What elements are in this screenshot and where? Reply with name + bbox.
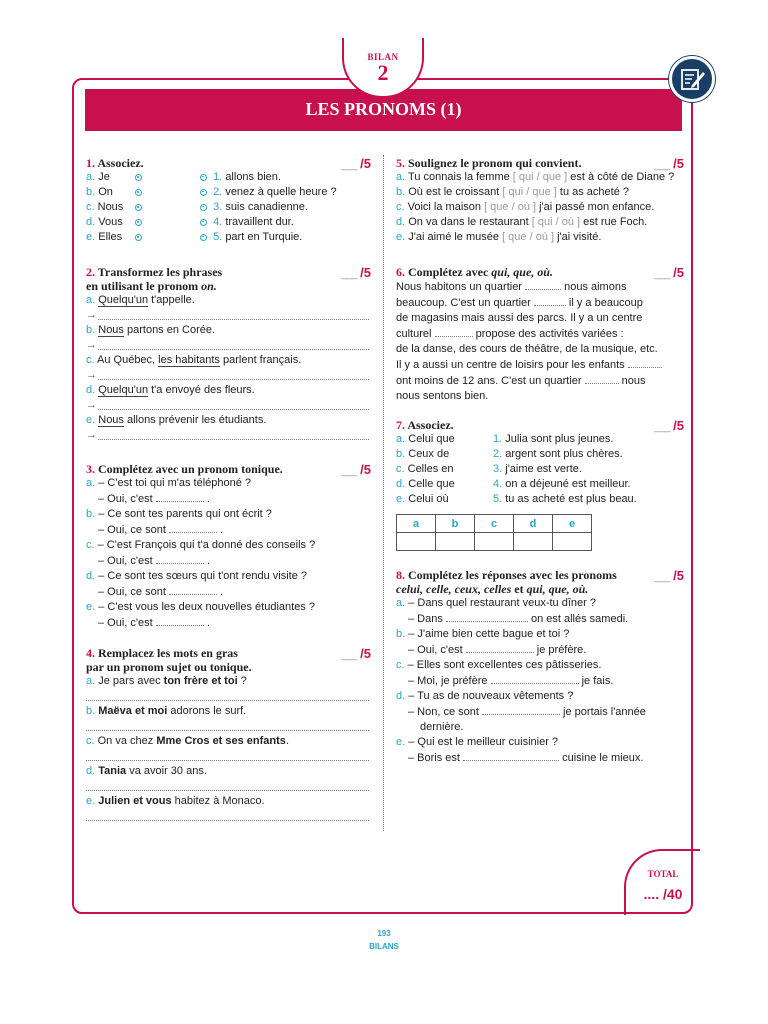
answer-blank[interactable] bbox=[169, 522, 217, 533]
match-dot[interactable] bbox=[135, 204, 142, 211]
item-text: Celles en bbox=[407, 463, 454, 475]
item-text: habitez à Monaco. bbox=[171, 795, 265, 807]
item-text: – J'aime bien cette bague et toi ? bbox=[408, 628, 570, 640]
item-text: Nous bbox=[97, 201, 124, 213]
pronoun-options[interactable]: [ qui / que ] bbox=[512, 171, 568, 183]
item-letter: 2. bbox=[493, 448, 503, 460]
ex3-question bbox=[86, 538, 373, 553]
ex6-line bbox=[396, 357, 686, 373]
item-letter: a. bbox=[86, 675, 96, 687]
ex1-right-item bbox=[200, 185, 337, 200]
ex3-score: ___ /5 bbox=[341, 462, 371, 477]
item-text: parlent français. bbox=[219, 354, 302, 366]
ex8-answer bbox=[396, 704, 686, 720]
item-text: – Dans bbox=[408, 613, 446, 625]
paragraph-text: nous bbox=[618, 375, 646, 387]
item-text: je fais. bbox=[578, 675, 614, 687]
item-letter: a. bbox=[86, 294, 96, 306]
item-text: allons bien. bbox=[225, 171, 281, 183]
answer-line[interactable] bbox=[86, 809, 373, 824]
ex8-question bbox=[396, 658, 686, 673]
item-text: – Ce sont tes sœurs qui t'ont rendu visite ? bbox=[98, 570, 308, 582]
item-text: Tu connais la femme bbox=[408, 171, 513, 183]
item-text: cuisine le mieux. bbox=[559, 752, 644, 764]
answer-blank[interactable] bbox=[156, 491, 204, 502]
item-letter: a. bbox=[396, 171, 406, 183]
item-text: – Qui est le meilleur cuisinier ? bbox=[408, 736, 559, 748]
paragraph-text: Il y a aussi un centre de loisirs pour les enfants bbox=[396, 359, 628, 371]
ex3-question bbox=[86, 600, 373, 615]
item-text: j'ai passé mon enfance. bbox=[536, 201, 655, 213]
underlined-word: Quelqu'un bbox=[98, 294, 149, 306]
answer-line[interactable]: → bbox=[86, 368, 373, 383]
item-letter: a. bbox=[86, 171, 96, 183]
item-text: Où est le croissant bbox=[408, 186, 503, 198]
paragraph-text: nous sentons bien. bbox=[396, 390, 489, 402]
item-text: suis canadienne. bbox=[225, 201, 308, 213]
ex8-answer-cont bbox=[396, 720, 686, 735]
answer-blank[interactable] bbox=[525, 279, 561, 290]
ex1-match bbox=[86, 170, 373, 250]
ex5-item bbox=[396, 200, 686, 215]
item-text: – Oui, ce sont bbox=[98, 524, 166, 536]
paragraph-text: ont moins de 12 ans. C'est un quartier bbox=[396, 375, 585, 387]
paragraph-text: propose des activités variées : bbox=[472, 328, 624, 340]
ex6-line bbox=[396, 279, 686, 295]
ex3-answer bbox=[86, 615, 373, 631]
item-letter: a. bbox=[86, 477, 96, 489]
answer-blank[interactable] bbox=[156, 615, 204, 626]
item-letter: c. bbox=[396, 659, 405, 671]
ex1-title: 1. Associez. bbox=[86, 156, 144, 170]
ex7-title: 7. Associez. bbox=[396, 418, 454, 432]
item-text: dernière. bbox=[420, 721, 464, 733]
item-text: t'a envoyé des fleurs. bbox=[148, 384, 255, 396]
underlined-word: Nous bbox=[98, 324, 124, 336]
answer-line[interactable]: → bbox=[86, 398, 373, 413]
ex2-item bbox=[86, 323, 373, 338]
underlined-word: Quelqu'un bbox=[98, 384, 149, 396]
item-text: ? bbox=[237, 675, 247, 687]
paragraph-text: nous aimons bbox=[561, 281, 627, 293]
ex4-item bbox=[86, 704, 373, 719]
grid-header: e bbox=[553, 515, 592, 533]
item-letter: 4. bbox=[493, 478, 503, 490]
ex4-item bbox=[86, 794, 373, 809]
pronoun-options[interactable]: [ que / où ] bbox=[484, 201, 537, 213]
item-text: tu as acheté ? bbox=[556, 186, 630, 198]
ex4-title: 4. Remplacez les mots en gras par un pronom sujet ou tonique. bbox=[86, 646, 252, 674]
pronoun-options[interactable]: [ qui / que ] bbox=[502, 186, 557, 198]
item-letter: e. bbox=[86, 414, 96, 426]
answer-line[interactable]: → bbox=[86, 308, 373, 323]
paragraph-text: il y a beaucoup bbox=[565, 297, 643, 309]
item-letter: d. bbox=[396, 216, 406, 228]
grid-answer-cell[interactable] bbox=[514, 533, 553, 551]
ex3-question bbox=[86, 476, 373, 491]
ex6-line bbox=[396, 311, 686, 326]
item-letter: 5. bbox=[493, 493, 503, 505]
ex3-question bbox=[86, 507, 373, 522]
answer-line[interactable] bbox=[86, 749, 373, 764]
match-dot[interactable] bbox=[135, 219, 142, 226]
item-text: . bbox=[206, 555, 210, 567]
item-text: J'ai aimé le musée bbox=[408, 231, 503, 243]
item-letter: d. bbox=[396, 478, 406, 490]
item-text: j'ai visité. bbox=[554, 231, 602, 243]
item-letter: d. bbox=[86, 570, 96, 582]
answer-blank[interactable] bbox=[446, 611, 528, 622]
ex7-left-item bbox=[396, 432, 455, 447]
ex8-answer bbox=[396, 673, 686, 689]
ex3-answer bbox=[86, 491, 373, 507]
item-text: Julia sont plus jeunes. bbox=[505, 433, 614, 445]
answer-line[interactable] bbox=[86, 719, 373, 734]
ex2-item bbox=[86, 413, 373, 428]
ex2-score: ___ /5 bbox=[341, 265, 371, 280]
item-text: – Oui, ce sont bbox=[98, 586, 166, 598]
column-divider bbox=[383, 155, 384, 831]
item-letter: 1. bbox=[493, 433, 503, 445]
item-letter: b. bbox=[86, 324, 96, 336]
exercise-1 bbox=[86, 156, 373, 250]
total-value: .... /40 bbox=[643, 886, 683, 902]
item-letter: b. bbox=[396, 448, 406, 460]
item-text: – Tu as de nouveaux vêtements ? bbox=[408, 690, 574, 702]
ex1-left-item bbox=[86, 185, 146, 200]
item-text: On va chez bbox=[97, 735, 157, 747]
ex1-right-item bbox=[200, 230, 337, 245]
item-text: On va dans le restaurant bbox=[408, 216, 532, 228]
item-letter: e. bbox=[86, 795, 96, 807]
ex4-item bbox=[86, 674, 373, 689]
answer-line[interactable] bbox=[86, 689, 373, 704]
ex4-item bbox=[86, 764, 373, 779]
ex5-item bbox=[396, 170, 686, 185]
grid-answer-cell[interactable] bbox=[397, 533, 436, 551]
paragraph-text: de la danse, des cours de théâtre, de la musique, etc. bbox=[396, 343, 658, 355]
ex8-title: 8. Complétez les réponses avec les pronoms celui, celle, ceux, celles et qui, que, où. bbox=[396, 568, 617, 596]
ex1-left-item bbox=[86, 170, 146, 185]
item-text: – Oui, c'est bbox=[98, 493, 153, 505]
item-text: . bbox=[206, 493, 210, 505]
paragraph-text: beaucoup. C'est un quartier bbox=[396, 297, 534, 309]
item-text: va avoir 30 ans. bbox=[126, 765, 207, 777]
item-letter: d. bbox=[86, 216, 96, 228]
item-text: Ceux de bbox=[408, 448, 450, 460]
item-text: – C'est vous les deux nouvelles étudiantes ? bbox=[98, 601, 315, 613]
page-title: LES PRONOMS (1) bbox=[305, 99, 462, 119]
ex6-score: ___ /5 bbox=[654, 265, 684, 280]
bold-words: ton frère et toi bbox=[163, 675, 238, 687]
item-letter: b. bbox=[86, 508, 96, 520]
item-text: Celle que bbox=[408, 478, 455, 490]
total-box bbox=[624, 849, 700, 915]
bold-words: Maëva et moi bbox=[98, 705, 168, 717]
item-letter: e. bbox=[396, 231, 406, 243]
underlined-word: Nous bbox=[98, 414, 124, 426]
ex6-title: 6. Complétez avec qui, que, où. bbox=[396, 265, 553, 279]
grid-answer-cell[interactable] bbox=[475, 533, 514, 551]
ex7-right-item bbox=[493, 492, 637, 507]
ex3-question bbox=[86, 569, 373, 584]
ex2-item bbox=[86, 353, 373, 368]
match-dot[interactable] bbox=[135, 174, 142, 181]
item-text: . bbox=[220, 524, 224, 536]
ex8-question bbox=[396, 627, 686, 642]
item-text: Vous bbox=[98, 216, 123, 228]
answer-blank[interactable] bbox=[435, 326, 473, 337]
item-text: – Non, ce sont bbox=[408, 706, 482, 718]
ex7-left-item bbox=[396, 462, 455, 477]
ex6-line bbox=[396, 295, 686, 311]
item-text: t'appelle. bbox=[148, 294, 195, 306]
ex7-score: ___ /5 bbox=[654, 418, 684, 433]
item-text: Celui que bbox=[408, 433, 455, 445]
item-text: . bbox=[220, 586, 224, 598]
grid-header: d bbox=[514, 515, 553, 533]
item-text: Je bbox=[98, 171, 110, 183]
item-letter: c. bbox=[396, 201, 405, 213]
ex6-line bbox=[396, 373, 686, 389]
ex8-question bbox=[396, 596, 686, 611]
ex7-left-item bbox=[396, 477, 455, 492]
ex1-left-item bbox=[86, 200, 146, 215]
item-text: . bbox=[206, 617, 210, 629]
item-letter: e. bbox=[86, 231, 96, 243]
ex7-right-item bbox=[493, 432, 637, 447]
item-letter: b. bbox=[86, 186, 96, 198]
ex5-title: 5. Soulignez le pronom qui convient. bbox=[396, 156, 582, 170]
ex1-right-item bbox=[200, 170, 337, 185]
item-letter: c. bbox=[86, 201, 95, 213]
ex6-line bbox=[396, 342, 686, 357]
ex3-answer bbox=[86, 553, 373, 569]
item-text: travaillent dur. bbox=[225, 216, 294, 228]
total-label: TOTAL bbox=[647, 869, 679, 879]
item-text: je préfère. bbox=[533, 644, 587, 656]
ex8-answer bbox=[396, 611, 686, 627]
item-text: on est allés samedi. bbox=[527, 613, 629, 625]
ex7-right-item bbox=[493, 462, 637, 477]
ex5-score: ___ /5 bbox=[654, 156, 684, 171]
ex1-score: ___ /5 bbox=[341, 156, 371, 171]
ex2-item bbox=[86, 383, 373, 398]
item-letter: d. bbox=[86, 384, 96, 396]
bold-words: Tania bbox=[98, 765, 127, 777]
ex7-left-item bbox=[396, 492, 455, 507]
item-letter: 5. bbox=[213, 231, 223, 243]
ex3-answer bbox=[86, 522, 373, 538]
ex1-left-item bbox=[86, 215, 146, 230]
item-text: – Oui, c'est bbox=[98, 555, 153, 567]
grid-header: c bbox=[475, 515, 514, 533]
item-letter: c. bbox=[86, 735, 95, 747]
match-dot[interactable] bbox=[135, 234, 142, 241]
ex3-title: 3. Complétez avec un pronom tonique. bbox=[86, 462, 283, 476]
item-text: argent sont plus chères. bbox=[505, 448, 623, 460]
item-text: – C'est toi qui m'as téléphoné ? bbox=[98, 477, 252, 489]
ex8-score: ___ /5 bbox=[654, 568, 684, 583]
item-text: je portais l'année bbox=[560, 706, 646, 718]
item-text: allons prévenir les étudiants. bbox=[123, 414, 267, 426]
answer-blank[interactable] bbox=[628, 357, 662, 368]
section-name: BILANS bbox=[369, 942, 399, 951]
grid-answer-cell[interactable] bbox=[436, 533, 475, 551]
item-text: venez à quelle heure ? bbox=[225, 186, 337, 198]
item-letter: c. bbox=[86, 539, 95, 551]
item-text: – Dans quel restaurant veux-tu dîner ? bbox=[408, 597, 596, 609]
item-letter: e. bbox=[396, 493, 406, 505]
answer-blank[interactable] bbox=[463, 750, 559, 761]
answer-blank[interactable] bbox=[466, 642, 534, 653]
ex4-score: ___ /5 bbox=[341, 646, 371, 661]
edit-icon bbox=[669, 56, 715, 102]
ex1-left-item bbox=[86, 230, 146, 245]
item-letter: c. bbox=[86, 354, 95, 366]
answer-blank[interactable] bbox=[482, 704, 560, 715]
item-letter: b. bbox=[86, 705, 96, 717]
item-text: Au Québec, bbox=[97, 354, 159, 366]
item-letter: c. bbox=[396, 463, 405, 475]
item-letter: d. bbox=[86, 765, 96, 777]
item-text: On bbox=[98, 186, 113, 198]
answer-blank[interactable] bbox=[169, 584, 217, 595]
ex6-line bbox=[396, 389, 686, 404]
item-text: on a déjeuné est meilleur. bbox=[505, 478, 631, 490]
ex7-left-item bbox=[396, 447, 455, 462]
item-letter: d. bbox=[396, 690, 406, 702]
item-text: – Ce sont tes parents qui ont écrit ? bbox=[98, 508, 272, 520]
ex8-answer bbox=[396, 642, 686, 658]
ex5-item bbox=[396, 185, 686, 200]
ex2-title: 2. Transformez les phrases en utilisant le pronom on. bbox=[86, 265, 223, 293]
item-letter: b. bbox=[396, 628, 406, 640]
footer bbox=[0, 929, 768, 951]
pronoun-options[interactable]: [ que / où ] bbox=[502, 231, 555, 243]
paragraph-text: culturel bbox=[396, 328, 435, 340]
ex7-right-item bbox=[493, 447, 637, 462]
item-text: Je pars avec bbox=[98, 675, 164, 687]
ex2-item bbox=[86, 293, 373, 308]
answer-line[interactable]: → bbox=[86, 428, 373, 443]
match-dot[interactable] bbox=[200, 189, 207, 196]
page-number: 193 bbox=[377, 929, 391, 938]
ex5-item bbox=[396, 215, 686, 230]
item-letter: a. bbox=[396, 597, 406, 609]
answer-blank[interactable] bbox=[156, 553, 204, 564]
ex8-question bbox=[396, 735, 686, 750]
item-text: tu as acheté est plus beau. bbox=[505, 493, 637, 505]
item-text: – Boris est bbox=[408, 752, 464, 764]
answer-line[interactable] bbox=[86, 779, 373, 794]
item-text: part en Turquie. bbox=[225, 231, 303, 243]
exercise-2 bbox=[86, 265, 373, 443]
exercise-4 bbox=[86, 646, 373, 824]
ex7-answer-grid bbox=[396, 514, 592, 551]
bilan-label: BILAN bbox=[367, 52, 399, 62]
item-letter: b. bbox=[396, 186, 406, 198]
item-text: est à côté de Diane ? bbox=[567, 171, 675, 183]
exercise-3 bbox=[86, 462, 373, 631]
grid-header: a bbox=[397, 515, 436, 533]
item-letter: e. bbox=[396, 736, 406, 748]
ex7-right-item bbox=[493, 477, 637, 492]
ex1-right-item bbox=[200, 200, 337, 215]
item-text: . bbox=[285, 735, 289, 747]
bold-words: Mme Cros et ses enfants bbox=[156, 735, 286, 747]
item-text: – C'est François qui t'a donné des conseils ? bbox=[97, 539, 316, 551]
grid-header: b bbox=[436, 515, 475, 533]
grid-answer-cell[interactable] bbox=[553, 533, 592, 551]
answer-blank[interactable] bbox=[534, 295, 566, 306]
bilan-number: 2 bbox=[377, 60, 389, 85]
item-text: Celui où bbox=[408, 493, 449, 505]
item-letter: 4. bbox=[213, 216, 223, 228]
match-dot[interactable] bbox=[200, 234, 207, 241]
item-text: – Elles sont excellentes ces pâtisseries. bbox=[407, 659, 602, 671]
underlined-word: les habitants bbox=[158, 354, 220, 366]
item-text: adorons le surf. bbox=[167, 705, 247, 717]
ex8-answer bbox=[396, 750, 686, 766]
ex8-question bbox=[396, 689, 686, 704]
match-dot[interactable] bbox=[200, 219, 207, 226]
item-text: Voici la maison bbox=[407, 201, 485, 213]
item-letter: e. bbox=[86, 601, 96, 613]
item-text: j'aime est verte. bbox=[505, 463, 582, 475]
item-letter: a. bbox=[396, 433, 406, 445]
exercise-7 bbox=[396, 418, 686, 530]
answer-blank[interactable] bbox=[491, 673, 579, 684]
item-text: est rue Foch. bbox=[580, 216, 648, 228]
match-dot[interactable] bbox=[135, 189, 142, 196]
item-letter: 3. bbox=[493, 463, 503, 475]
item-text: – Moi, je préfère bbox=[408, 675, 491, 687]
ex3-answer bbox=[86, 584, 373, 600]
ex1-right-item bbox=[200, 215, 337, 230]
match-dot[interactable] bbox=[200, 174, 207, 181]
exercise-5 bbox=[396, 156, 686, 245]
exercise-6 bbox=[396, 265, 686, 404]
ex4-item bbox=[86, 734, 373, 749]
answer-line[interactable]: → bbox=[86, 338, 373, 353]
pronoun-options[interactable]: [ qui / où ] bbox=[531, 216, 581, 228]
item-letter: 3. bbox=[213, 201, 223, 213]
item-letter: 1. bbox=[213, 171, 223, 183]
item-letter: 2. bbox=[213, 186, 223, 198]
ex6-line bbox=[396, 326, 686, 342]
exercise-8 bbox=[396, 568, 686, 766]
answer-blank[interactable] bbox=[585, 373, 619, 384]
item-text: – Oui, c'est bbox=[408, 644, 466, 656]
match-dot[interactable] bbox=[200, 204, 207, 211]
item-text: partons en Corée. bbox=[123, 324, 216, 336]
paragraph-text: Nous habitons un quartier bbox=[396, 281, 526, 293]
paragraph-text: de magasins mais aussi des parcs. Il y a un centre bbox=[396, 312, 643, 324]
item-text: Elles bbox=[98, 231, 123, 243]
bold-words: Julien et vous bbox=[98, 795, 172, 807]
item-text: – Oui, c'est bbox=[98, 617, 153, 629]
ex5-item bbox=[396, 230, 686, 245]
